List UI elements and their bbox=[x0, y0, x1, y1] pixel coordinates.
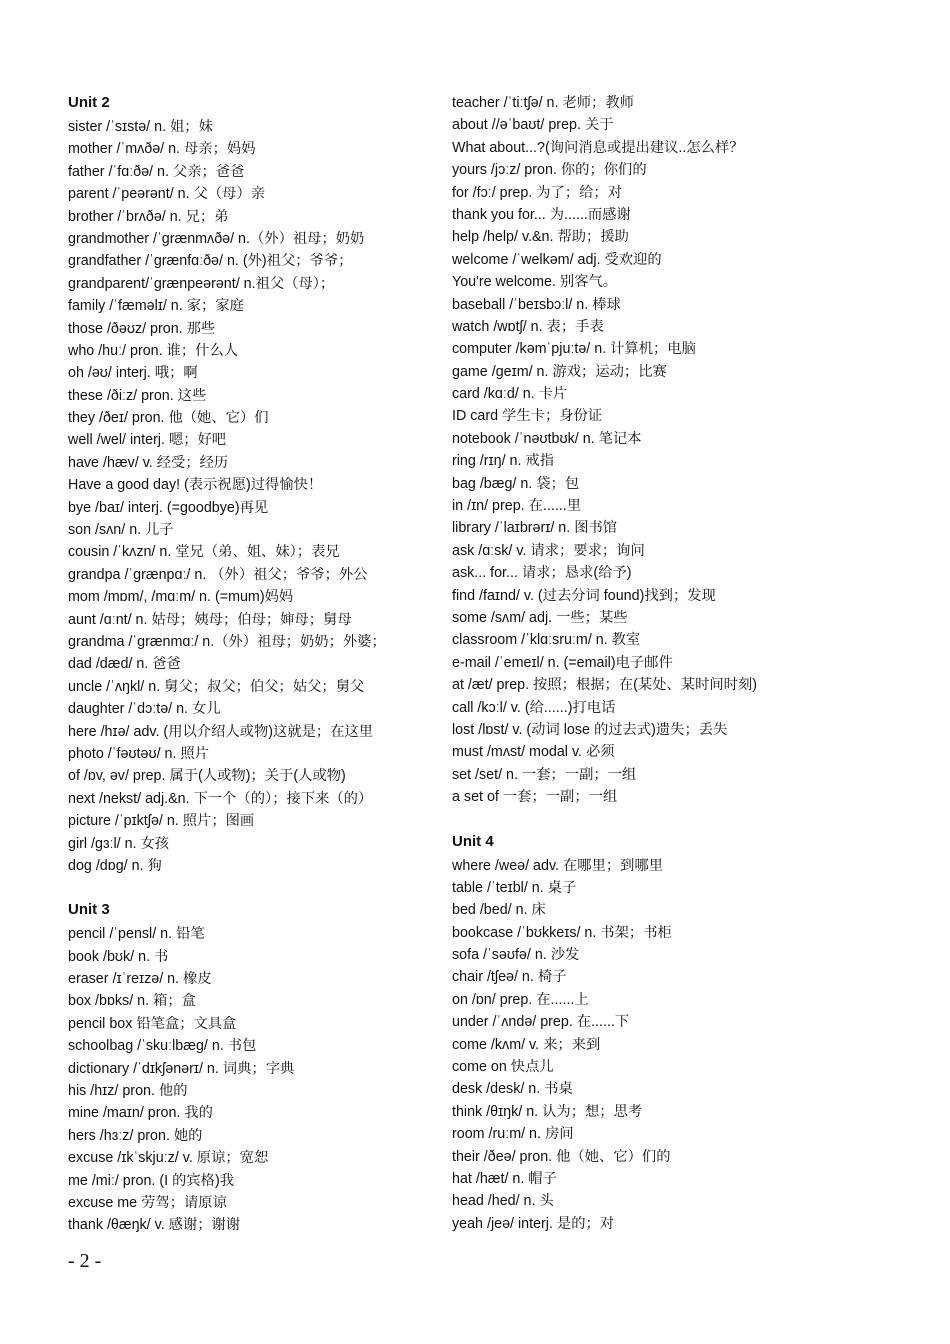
unit-heading: Unit 4 bbox=[452, 832, 494, 850]
unit-heading: Unit 3 bbox=[68, 901, 110, 919]
vocab-entry: schoolbag /ˈskuːlbæg/ n. 书包 bbox=[68, 1038, 257, 1055]
vocab-entry: yeah /jeə/ interj. 是的；对 bbox=[452, 1215, 615, 1232]
vocab-entry: excuse /ɪkˈskjuːz/ v. 原谅；宽恕 bbox=[68, 1150, 269, 1167]
vocab-entry: aunt /ɑːnt/ n. 姑母；姨母；伯母；婶母；舅母 bbox=[68, 611, 352, 628]
vocab-entry: thank /θæŋk/ v. 感谢；谢谢 bbox=[68, 1217, 241, 1234]
vocab-entry: me /miː/ pron. (I 的宾格)我 bbox=[68, 1172, 235, 1189]
vocab-entry: son /sʌn/ n. 儿子 bbox=[68, 522, 174, 539]
vocab-entry: dad /dæd/ n. 爸爸 bbox=[68, 656, 181, 673]
vocab-entry: classroom /ˈklɑːsruːm/ n. 教室 bbox=[452, 632, 641, 649]
vocab-entry: pencil /ˈpensl/ n. 铅笔 bbox=[68, 926, 205, 943]
vocab-entry: here /hɪə/ adv. (用以介绍人或物)这就是；在这里 bbox=[68, 723, 374, 740]
vocab-entry: cousin /ˈkʌzn/ n. 堂兄（弟、姐、妹）；表兄 bbox=[68, 544, 340, 561]
vocab-section bbox=[68, 899, 448, 1236]
vocab-entry: notebook /ˈnəʊtbʊk/ n. 笔记本 bbox=[452, 430, 642, 447]
vocab-entry: library /ˈlaɪbrərɪ/ n. 图书馆 bbox=[452, 520, 618, 537]
vocab-entry: well /wel/ interj. 嗯；好吧 bbox=[68, 432, 227, 449]
vocab-entry: ring /rɪŋ/ n. 戒指 bbox=[452, 453, 555, 470]
vocab-entry: find /faɪnd/ v. (过去分词 found)找到；发现 bbox=[452, 587, 716, 604]
vocab-entry: table /ˈteɪbl/ n. 桌子 bbox=[452, 879, 577, 896]
vocab-entry: room /ruːm/ n. 房间 bbox=[452, 1126, 574, 1143]
vocab-entry: his /hɪz/ pron. 他的 bbox=[68, 1083, 188, 1100]
vocab-entry: who /huː/ pron. 谁；什么人 bbox=[68, 342, 239, 359]
vocab-entry: baseball /ˈbeɪsbɔːl/ n. 棒球 bbox=[452, 296, 621, 313]
vocab-entry: ask... for... 请求；恳求(给予) bbox=[452, 565, 632, 582]
vocab-entry: come /kʌm/ v. 来；来到 bbox=[452, 1036, 601, 1053]
vocab-entry: dog /dɒg/ n. 狗 bbox=[68, 857, 162, 874]
vocab-entry: for /fɔː/ prep. 为了；给；对 bbox=[452, 184, 623, 201]
vocab-entry: of /ɒv, əv/ prep. 属于(人或物)；关于(人或物) bbox=[68, 768, 346, 785]
vocab-entry: chair /tʃeə/ n. 椅子 bbox=[452, 969, 567, 986]
vocab-entry: picture /ˈpɪktʃə/ n. 照片；图画 bbox=[68, 813, 255, 830]
vocab-entry: sister /ˈsɪstə/ n. 姐；妹 bbox=[68, 119, 213, 135]
vocab-entry: ID card 学生卡；身份证 bbox=[452, 408, 603, 425]
vocab-entry: some /sʌm/ adj. 一些；某些 bbox=[452, 609, 628, 626]
right-column bbox=[452, 92, 832, 1257]
vocab-entry: uncle /ˈʌŋkl/ n. 舅父；叔父；伯父；姑父；舅父 bbox=[68, 678, 365, 695]
vocab-entry: father /ˈfɑːðə/ n. 父亲；爸爸 bbox=[68, 163, 245, 180]
vocab-entry: bye /baɪ/ interj. (=goodbye)再见 bbox=[68, 499, 269, 516]
vocab-entry: thank you for... 为......而感谢 bbox=[452, 206, 631, 223]
vocab-entry: grandpa /ˈgrænpɑː/ n. （外）祖父；爷爷；外公 bbox=[68, 566, 368, 583]
vocab-entry: card /kɑːd/ n. 卡片 bbox=[452, 386, 568, 403]
vocab-entry: teacher /ˈtiːtʃə/ n. 老师；教师 bbox=[452, 95, 634, 111]
vocab-entry: where /weə/ adv. 在哪里；到哪里 bbox=[452, 857, 664, 874]
vocab-entry: on /ɒn/ prep. 在......上 bbox=[452, 991, 589, 1008]
vocab-entry: watch /wɒtʃ/ n. 表；手表 bbox=[452, 318, 604, 335]
vocab-entry: hers /hɜːz/ pron. 她的 bbox=[68, 1127, 203, 1144]
vocab-entry: bed /bed/ n. 床 bbox=[452, 902, 546, 919]
vocab-entry: mom /mɒm/, /mɑːm/ n. (=mum)妈妈 bbox=[68, 589, 294, 606]
vocab-entry: bookcase /ˈbʊkkeɪs/ n. 书架；书柜 bbox=[452, 924, 672, 941]
vocab-section bbox=[68, 92, 448, 877]
vocab-entry: bag /bæg/ n. 袋；包 bbox=[452, 475, 580, 492]
vocab-entry: these /ðiːz/ pron. 这些 bbox=[68, 387, 207, 404]
vocab-section bbox=[452, 831, 832, 1236]
vocab-entry: call /kɔːl/ v. (给......)打电话 bbox=[452, 699, 616, 716]
vocab-entry: sofa /ˈsəʊfə/ n. 沙发 bbox=[452, 947, 580, 964]
vocab-entry: game /geɪm/ n. 游戏；运动；比赛 bbox=[452, 363, 667, 380]
vocab-entry: Have a good day! (表示祝愿)过得愉快！ bbox=[68, 477, 323, 494]
vocab-entry: grandma /ˈgrænmɑː/ n.（外）祖母；奶奶；外婆； bbox=[68, 633, 386, 650]
vocab-entry: mine /maɪn/ pron. 我的 bbox=[68, 1105, 213, 1122]
vocab-entry: must /mʌst/ modal v. 必须 bbox=[452, 744, 615, 761]
vocab-entry: girl /gɜːl/ n. 女孩 bbox=[68, 835, 170, 852]
vocab-entry: box /bɒks/ n. 箱；盒 bbox=[68, 993, 196, 1010]
vocab-entry: those /ðəʊz/ pron. 那些 bbox=[68, 320, 216, 337]
vocab-entry: book /bʊk/ n. 书 bbox=[68, 948, 169, 965]
vocab-entry: mother /ˈmʌðə/ n. 母亲；妈妈 bbox=[68, 141, 256, 158]
vocab-entry: under /ˈʌndə/ prep. 在......下 bbox=[452, 1014, 630, 1031]
unit-heading: Unit 2 bbox=[68, 94, 110, 111]
vocab-entry: grandfather /ˈgrænfɑːðə/ n. (外)祖父；爷爷； bbox=[68, 253, 353, 270]
vocab-entry: help /help/ v.&n. 帮助；援助 bbox=[452, 229, 629, 246]
vocab-entry: oh /əʊ/ interj. 哦；啊 bbox=[68, 365, 198, 382]
vocab-entry: about //əˈbaʊt/ prep. 关于 bbox=[452, 117, 614, 134]
vocab-entry: photo /ˈfəʊtəʊ/ n. 照片 bbox=[68, 745, 210, 762]
vocab-entry: daughter /ˈdɔːtə/ n. 女儿 bbox=[68, 701, 221, 718]
vocab-entry: have /hæv/ v. 经受；经历 bbox=[68, 454, 229, 471]
vocab-entry: at /æt/ prep. 按照；根据；在(某处、某时间时刻) bbox=[452, 677, 758, 694]
vocab-entry: grandparent/ˈgrænpeərənt/ n.祖父（母）； bbox=[68, 275, 335, 292]
vocab-entry: think /θɪŋk/ n. 认为；想；思考 bbox=[452, 1103, 643, 1120]
vocab-entry: excuse me 劳驾；请原谅 bbox=[68, 1194, 227, 1211]
vocab-entry: head /hed/ n. 头 bbox=[452, 1193, 554, 1210]
vocab-entry: a set of 一套；一副；一组 bbox=[452, 789, 618, 806]
vocab-entry: grandmother /ˈgrænmʌðə/ n.（外）祖母；奶奶 bbox=[68, 230, 365, 247]
vocab-entry: yours /jɔːz/ pron. 你的；你们的 bbox=[452, 162, 647, 179]
vocab-entry: What about...?(询问消息或提出建议..怎么样？ bbox=[452, 139, 744, 156]
vocab-entry: e-mail /ˈemeɪl/ n. (=email)电子邮件 bbox=[452, 654, 673, 671]
vocab-entry: their /ðeə/ pron. 他（她、它）们的 bbox=[452, 1148, 671, 1165]
vocab-entry: eraser /ɪˈreɪzə/ n. 橡皮 bbox=[68, 971, 212, 988]
vocab-entry: welcome /ˈwelkəm/ adj. 受欢迎的 bbox=[452, 251, 662, 268]
vocab-entry: dictionary /ˈdɪkʃənərɪ/ n. 词典；字典 bbox=[68, 1060, 295, 1077]
vocab-entry: computer /kəmˈpjuːtə/ n. 计算机；电脑 bbox=[452, 341, 696, 358]
vocab-entry: lost /lɒst/ v. (动词 lose 的过去式)遗失；丢失 bbox=[452, 721, 728, 738]
vocab-entry: next /nekst/ adj.&n. 下一个（的）；接下来（的） bbox=[68, 790, 373, 807]
vocab-entry: parent /ˈpeərənt/ n. 父（母）亲 bbox=[68, 186, 266, 203]
vocab-entry: brother /ˈbrʌðə/ n. 兄；弟 bbox=[68, 208, 229, 225]
vocab-entry: You're welcome. 别客气。 bbox=[452, 274, 618, 291]
page-number: - 2 - bbox=[68, 1250, 102, 1272]
vocab-entry: come on 快点儿 bbox=[452, 1059, 554, 1076]
left-column bbox=[68, 92, 448, 1259]
vocab-entry: desk /desk/ n. 书桌 bbox=[452, 1081, 573, 1098]
vocab-entry: family /ˈfæməlɪ/ n. 家；家庭 bbox=[68, 298, 244, 315]
vocab-entry: in /ɪn/ prep. 在......里 bbox=[452, 498, 582, 515]
vocab-section bbox=[452, 92, 832, 809]
vocab-entry: pencil box 铅笔盒；文具盒 bbox=[68, 1015, 237, 1032]
vocab-entry: they /ðeɪ/ pron. 他（她、它）们 bbox=[68, 410, 269, 427]
vocab-entry: set /set/ n. 一套；一副；一组 bbox=[452, 766, 637, 783]
vocab-entry: hat /hæt/ n. 帽子 bbox=[452, 1170, 557, 1187]
vocab-entry: ask /ɑːsk/ v. 请求；要求；询问 bbox=[452, 542, 645, 559]
